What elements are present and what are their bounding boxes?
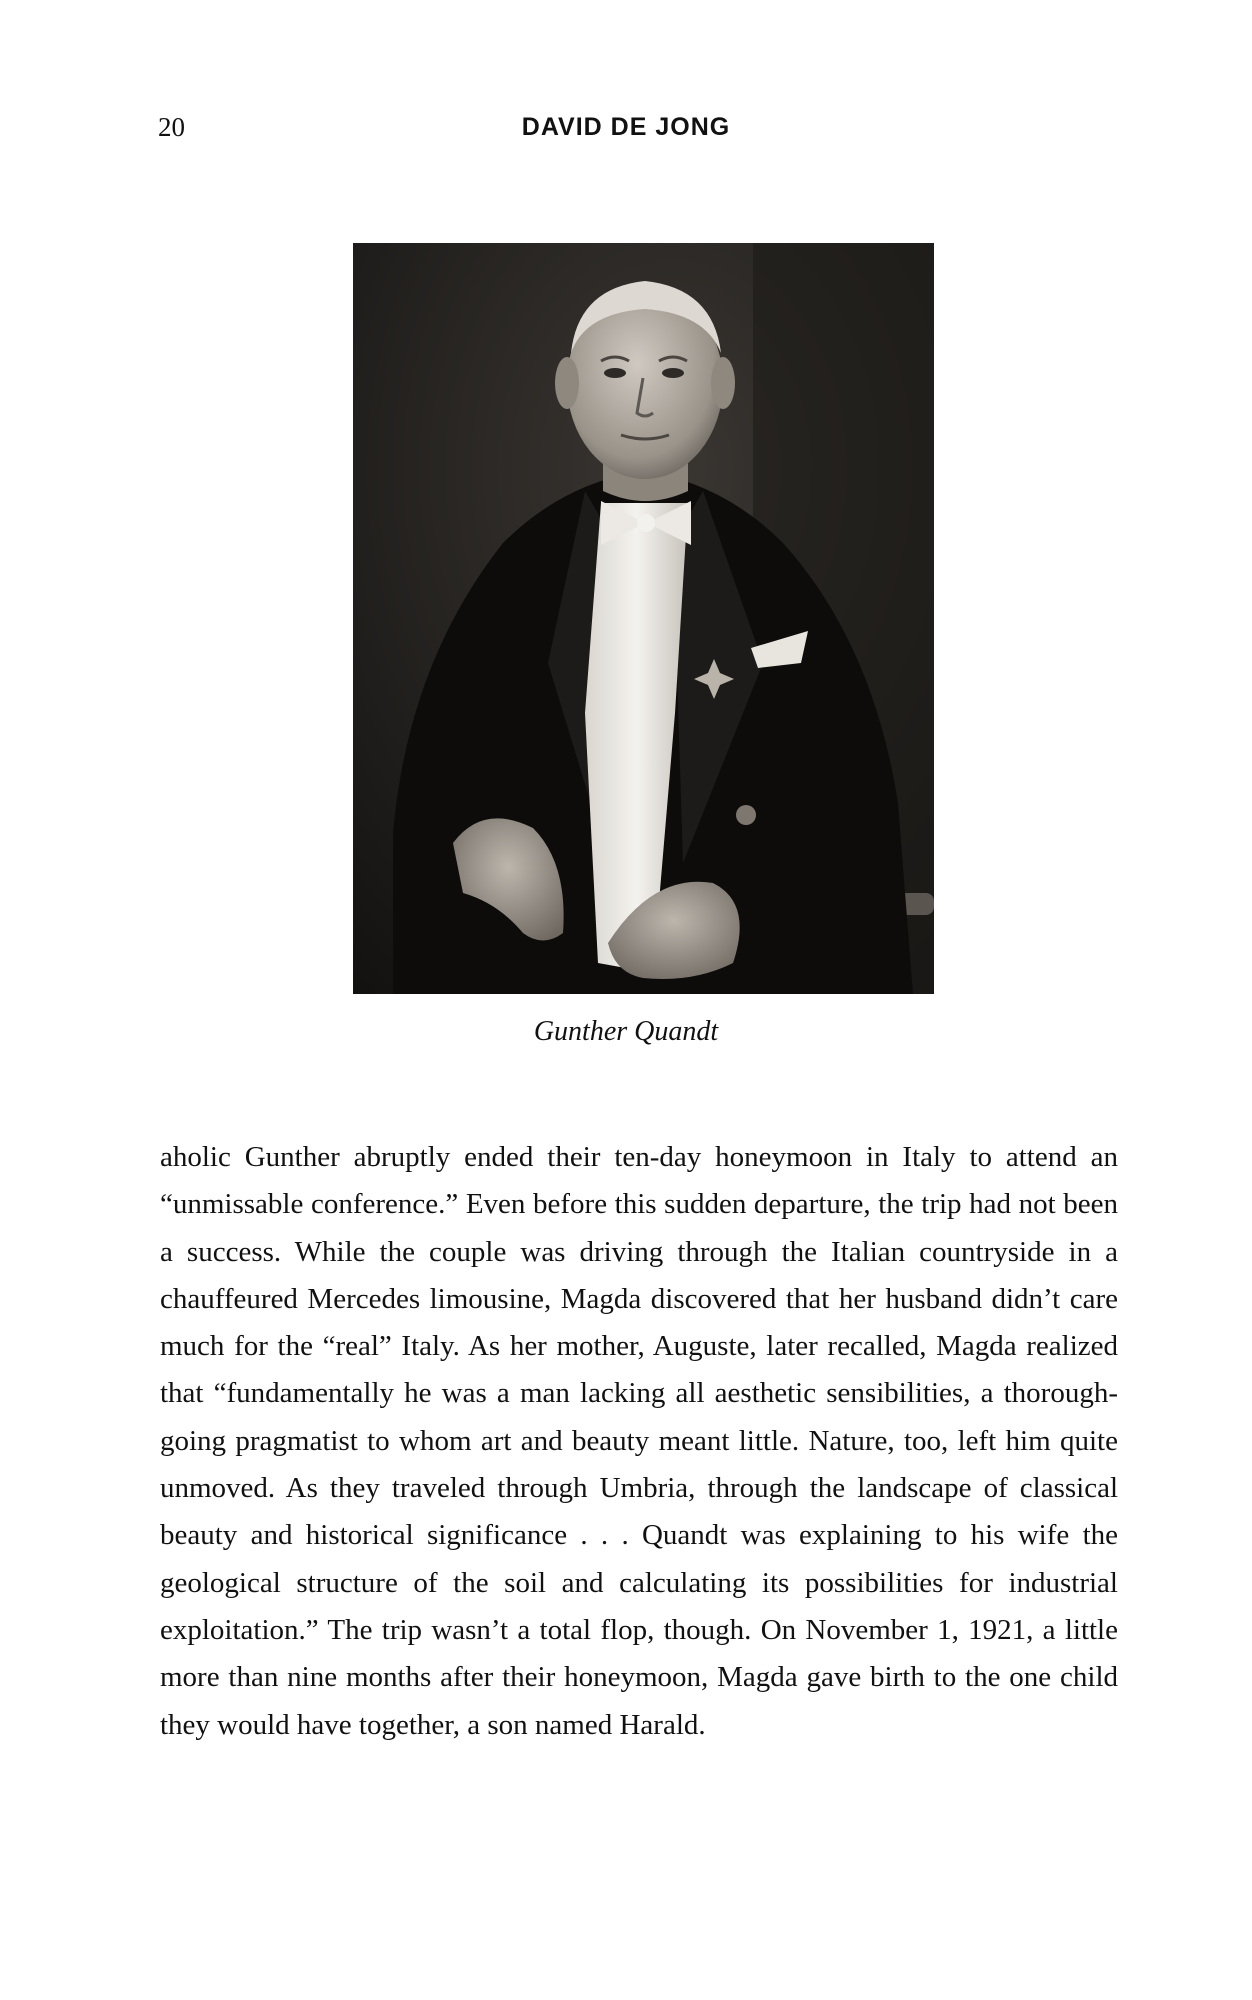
photo-caption: Gunther Quandt <box>533 1016 719 1047</box>
portrait-illustration <box>353 243 934 994</box>
portrait-photo <box>353 243 934 994</box>
page-number: 20 <box>158 112 185 142</box>
body-paragraph: aholic Gunther abruptly ended their ten-day honeymoon in Italy to attend an “unmissable conference.” Even before this sudden departure, the trip had not been a success. While the couple was driving through the Italian countryside in a chauffeured Mercedes limousine, Magda discovered that her husband didn’t care much for the “real” Italy. As her mother, Auguste, later recalled, Magda realized that “fundamentally he was a man lacking all aesthetic sensibilities, a thorough-going pragmatist to whom art and beauty meant little. Nature, too, left him quite unmoved. As they traveled through Umbria, through the landscape of classical beauty and historical significance . . . Quandt was explaining to his wife the geological structure of the soil and calculating its possibilities for industrial exploitation.” The trip wasn’t a total flop, though. On November 1, 1921, a little more than nine months after their honeymoon, Magda gave birth to the one child they would have together, a son named Harald. <box>160 1141 1118 1741</box>
running-head: DAVID DE JONG <box>521 113 731 141</box>
